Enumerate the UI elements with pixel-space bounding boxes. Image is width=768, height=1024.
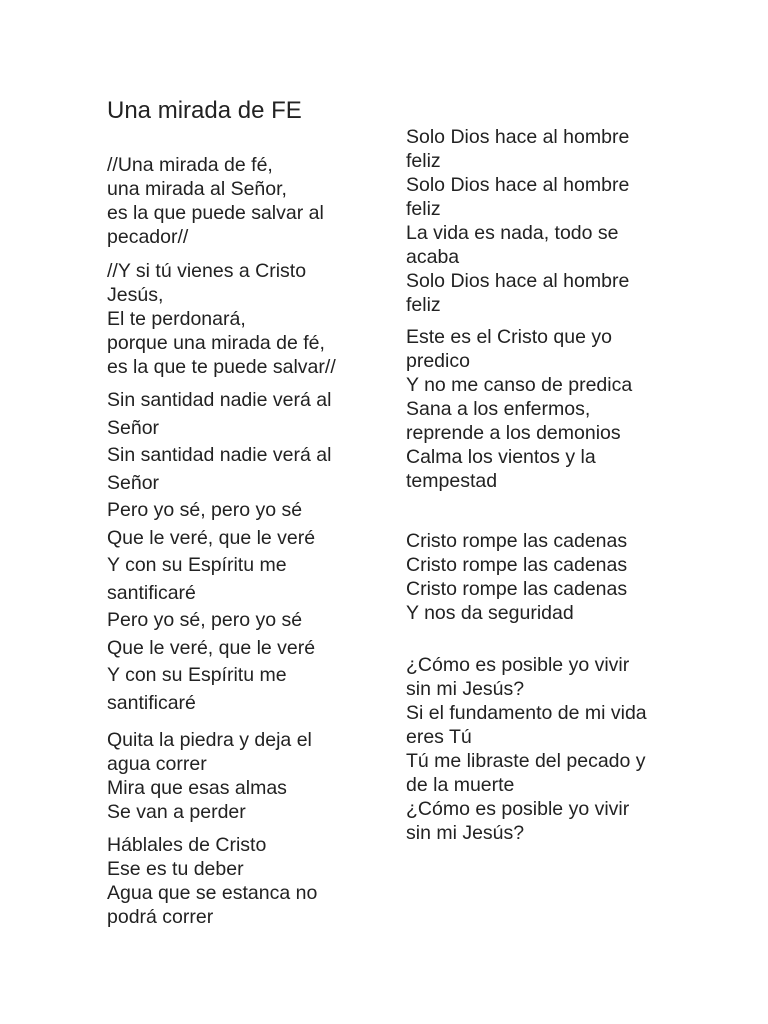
lyric-line: Y no me canso de predica <box>406 374 633 396</box>
stanza-left-3 <box>107 387 331 717</box>
stanza-left-2 <box>107 259 336 379</box>
stanza-left-5 <box>107 833 317 929</box>
lyric-line: //Una mirada de fé, <box>107 154 273 176</box>
lyric-line: Pero yo sé, pero yo sé <box>107 499 303 521</box>
lyric-line: predico <box>406 350 470 372</box>
song-title: Una mirada de FE <box>107 97 302 124</box>
lyric-line: es la que puede salvar al <box>107 202 324 224</box>
lyric-line: porque una mirada de fé, <box>107 332 325 354</box>
lyric-line: Que le veré, que le veré <box>107 526 316 549</box>
lyric-line: La vida es nada, todo se <box>406 222 619 244</box>
stanza-left-4 <box>107 728 312 824</box>
lyric-line: de la muerte <box>406 774 515 796</box>
lyric-line: Y con su Espíritu me <box>107 664 287 686</box>
lyric-line: Cristo rompe las cadenas <box>406 530 628 552</box>
lyric-line: Este es el Cristo que yo <box>406 326 612 348</box>
lyric-line: Se van a perder <box>107 801 246 823</box>
lyric-line: Que le veré, que le veré <box>107 636 316 659</box>
lyric-line: Cristo rompe las cadenas <box>406 578 628 600</box>
lyric-line: Señor <box>107 471 160 494</box>
lyric-line: agua correr <box>107 753 207 775</box>
lyric-line: Sin santidad nadie verá al <box>107 444 332 466</box>
stanza-right-1 <box>406 125 629 317</box>
lyric-line: Y con su Espíritu me <box>107 554 287 576</box>
lyric-line: es la que te puede salvar// <box>107 356 336 378</box>
lyric-line: Señor <box>107 416 160 439</box>
lyric-line: sin mi Jesús? <box>406 678 525 700</box>
lyric-line: santificaré <box>107 581 196 604</box>
lyric-line: tempestad <box>406 470 498 492</box>
lyric-line: podrá correr <box>107 906 214 928</box>
lyric-line: Agua que se estanca no <box>107 882 318 904</box>
lyric-line: Pero yo sé, pero yo sé <box>107 609 303 631</box>
lyric-line: Si el fundamento de mi vida <box>406 702 647 724</box>
lyric-line: Y nos da seguridad <box>406 602 574 624</box>
lyric-line: pecador// <box>107 226 189 248</box>
stanza-left-1 <box>107 153 324 249</box>
lyric-line: Jesús, <box>107 284 164 306</box>
lyric-line: Sin santidad nadie verá al <box>107 389 332 411</box>
lyric-line: sin mi Jesús? <box>406 822 525 844</box>
lyric-line: Sana a los enfermos, <box>406 398 591 420</box>
lyric-line: reprende a los demonios <box>406 422 621 444</box>
lyric-line: Solo Dios hace al hombre <box>406 174 630 196</box>
lyric-line: una mirada al Señor, <box>107 178 287 200</box>
lyric-line: Háblales de Cristo <box>107 834 267 856</box>
stanza-right-4 <box>406 653 647 845</box>
lyric-line: Solo Dios hace al hombre <box>406 126 630 148</box>
lyric-line: ¿Cómo es posible yo vivir <box>406 654 630 676</box>
stanza-right-3 <box>406 529 627 625</box>
lyric-line: feliz <box>406 294 441 316</box>
lyric-line: Cristo rompe las cadenas <box>406 554 628 576</box>
lyric-line: feliz <box>406 150 441 172</box>
lyric-line: feliz <box>406 198 441 220</box>
lyric-line: eres Tú <box>406 726 472 748</box>
lyric-line: santificaré <box>107 691 196 714</box>
lyric-line: Ese es tu deber <box>107 858 244 880</box>
lyric-line: //Y si tú vienes a Cristo <box>107 260 307 282</box>
lyric-line: Calma los vientos y la <box>406 446 596 468</box>
stanza-right-2 <box>406 325 632 493</box>
lyric-line: acaba <box>406 246 460 268</box>
lyric-line: Mira que esas almas <box>107 777 287 799</box>
lyric-line: ¿Cómo es posible yo vivir <box>406 798 630 820</box>
lyric-line: Tú me libraste del pecado y <box>406 750 646 772</box>
lyric-line: Solo Dios hace al hombre <box>406 270 630 292</box>
lyric-line: El te perdonará, <box>107 308 246 330</box>
lyric-line: Quita la piedra y deja el <box>107 729 312 751</box>
